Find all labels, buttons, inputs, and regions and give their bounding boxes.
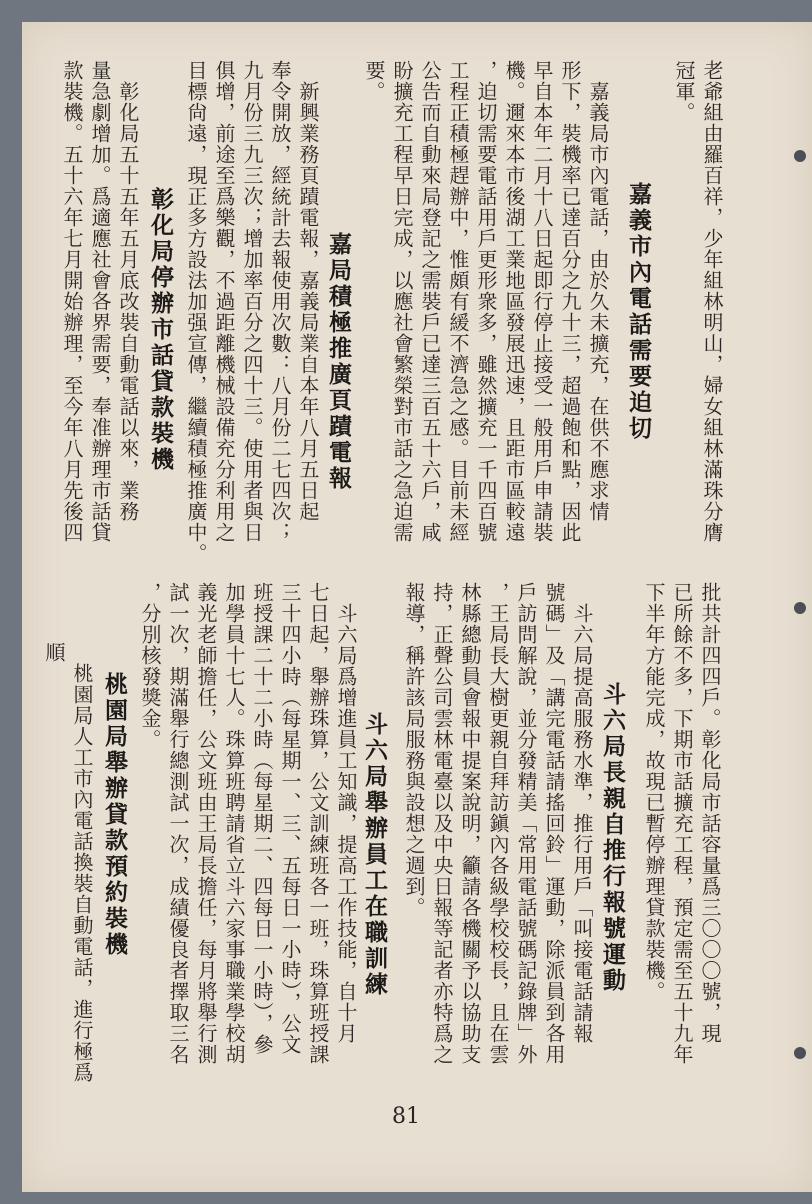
binding-hole: [794, 602, 806, 614]
article-body-douliu-staff-training: 斗六局爲增進員工知識，提高工作技能，自十月 七日起，舉辦珠算，公文訓練班各一班，珠算班授課 三十四小時（每星期一、三、五每日一小時），公文 班授課二十二小時（每星期二、四每日一小時），參 加學員十七人。珠算班聘請省立斗六家事職業學校胡 義光老師擔任，公文班由王局長擔任，每月將舉行測 試一次，期滿舉行總測試一次，成績優良者擇取三名 ，分別核發獎金。: [138, 582, 358, 1065]
article-body-taoyuan-loan-booking: 桃園局人工市內電話換裝自動電話，進行極爲順: [42, 642, 94, 1083]
article-body-changhua-loan-suspended: 彰化局五十五年五月底改裝自動電話以來，業務 量急劇增加。爲適應社會各界需要，奉准辦理市話貸 款裝機。五十六年七月開始辦理，至今年八月先後四: [60, 60, 140, 543]
continuation-paragraph: 批共計四四戶。彰化局市話容量爲三〇〇〇號，現 已所餘不多，下期市話擴充工程，預定需至五十九年 下半年方能完成，故現已暫停辦理貸款裝機。: [642, 582, 722, 1065]
article-body-chiayi-facsimile-telegram: 新興業務頁蹟電報，嘉義局業自本年八月五日起 奉令開放，經統計去報使用次數：八月份二七四次； 九月份三九三次；增加率百分之四十三。使用者與日 俱增，前途至爲樂觀，不過距離機械設備充分利用之 目標尙遠，現正多方設法加强宣傳，繼續積極推廣中。: [184, 60, 320, 564]
page-number: 81: [392, 1104, 420, 1129]
article-title-taoyuan-loan-booking: 桃園局舉辦貸款預約裝機: [101, 672, 127, 958]
article-title-douliu-staff-training: 斗六局舉辦員工在職訓練: [361, 712, 387, 998]
article-title-chiayi-phone-demand: 嘉義市內電話需要迫切: [625, 182, 651, 442]
article-body-douliu-number-campaign: 斗六局提高服務水準，推行用戶「叫接電話請報 號碼」及「講完電話請搖回鈴」運動，除派員到各用 戶訪問解說，並分發精美「常用電話號碼記錄牌」外 ，王局長大樹更親自拜訪鎭內各級學校校長，且在雲 林縣總動員會報中提案說明，籲請各機關予以協助支 持，正聲公司雲林電臺以及中央日報等記者亦特爲之 報導，稱許該局服務與設想之週到。: [402, 582, 594, 1065]
article-body-chiayi-phone-demand: 嘉義局市內電話，由於久未擴充，在供不應求情 形下，裝機率已達百分之九十三，超過飽和點，因此 早自本年二月十八日起即行停止接受一般用戶申請裝 機。邇來本市後湖工業地區發展迅速，且距市區較遠 ，迫切需要電話用戶更形衆多，雖然擴充一千四百號 工程正積極趕辦中，惟頗有緩不濟急之感。目前未經 公告而自動來局登記之需裝戶已達三百五十六戶，咸 盼擴充工程早日完成，以應社會繁榮對市話之急迫需 要。: [362, 60, 610, 543]
article-title-chiayi-facsimile-telegram: 嘉局積極推廣頁蹟電報: [325, 232, 351, 492]
intro-paragraph: 老爺組由羅百祥，少年組林明山，婦女組林滿珠分膺 冠軍。: [672, 60, 724, 543]
document-page: [22, 22, 812, 1192]
binding-hole: [794, 150, 806, 162]
article-title-douliu-number-campaign: 斗六局長親自推行報號運動: [599, 682, 625, 994]
article-title-changhua-loan-suspended: 彰化局停辦市話貸款裝機: [147, 187, 173, 473]
binding-hole: [794, 1047, 806, 1059]
